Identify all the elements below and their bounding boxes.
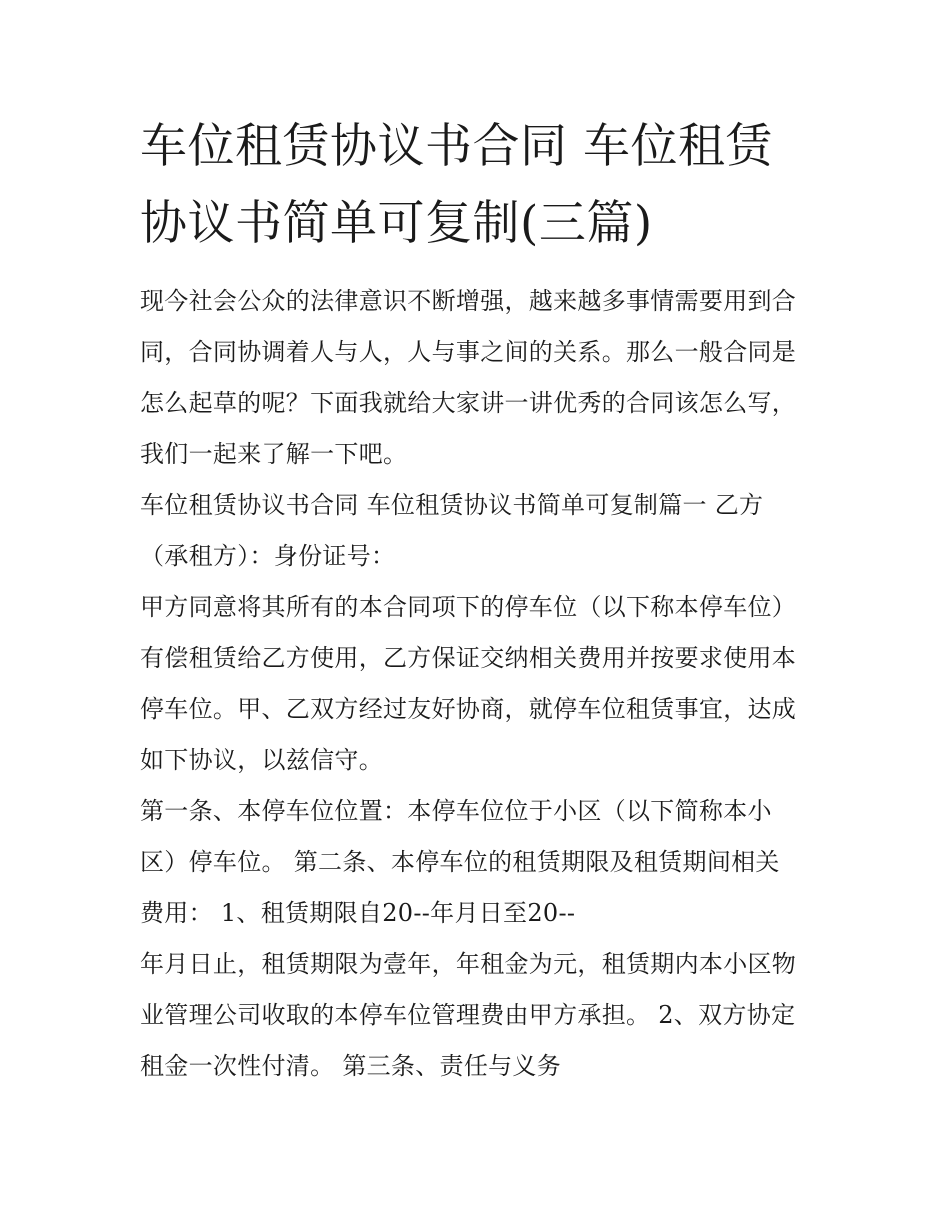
paragraph-lease-term: [140, 939, 830, 1092]
paragraph-agreement: [140, 582, 830, 786]
document-body: [140, 108, 830, 1092]
paragraph-intro: [140, 276, 830, 480]
text-line: 费用： 1、租赁期限自20--年月日至20--: [140, 899, 576, 927]
text-line: 第一条、本停车位位置：本停车位位于小区（以下简称本小: [140, 797, 772, 825]
text-line: 年月日止，租赁期限为壹年，年租金为元，租赁期内本小区物: [140, 950, 797, 978]
title-line: 车位租赁协议书合同 车位租赁: [140, 119, 773, 174]
title-line: 协议书简单可复制(三篇): [140, 196, 653, 251]
text-line: （承租方）：身份证号：: [140, 542, 396, 570]
text-line: 停车位。甲、乙双方经过友好协商，就停车位租赁事宜，达成: [140, 695, 797, 723]
paragraph-article-one-two: [140, 786, 830, 939]
text-line: 我们一起来了解一下吧。: [140, 440, 408, 468]
text-line: 怎么起草的呢？下面我就给大家讲一讲优秀的合同该怎么写，: [140, 389, 797, 417]
text-line: 区）停车位。 第二条、本停车位的租赁期限及租赁期间相关: [140, 848, 780, 876]
text-line: 甲方同意将其所有的本合同项下的停车位（以下称本停车位）: [140, 593, 797, 621]
text-line: 有偿租赁给乙方使用，乙方保证交纳相关费用并按要求使用本: [140, 644, 797, 672]
text-line: 业管理公司收取的本停车位管理费由甲方承担。 2、双方协定: [140, 1001, 796, 1029]
text-line: 租金一次性付清。 第三条、责任与义务: [140, 1052, 562, 1080]
text-line: 现今社会公众的法律意识不断增强，越来越多事情需要用到合: [140, 287, 797, 315]
text-line: 同，合同协调着人与人，人与事之间的关系。那么一般合同是: [140, 338, 797, 366]
text-line: 如下协议，以兹信守。: [140, 746, 383, 774]
text-line: 车位租赁协议书合同 车位租赁协议书简单可复制篇一 乙方: [140, 491, 764, 519]
document-title: [140, 108, 830, 262]
paragraph-heading-part-one: [140, 480, 830, 582]
